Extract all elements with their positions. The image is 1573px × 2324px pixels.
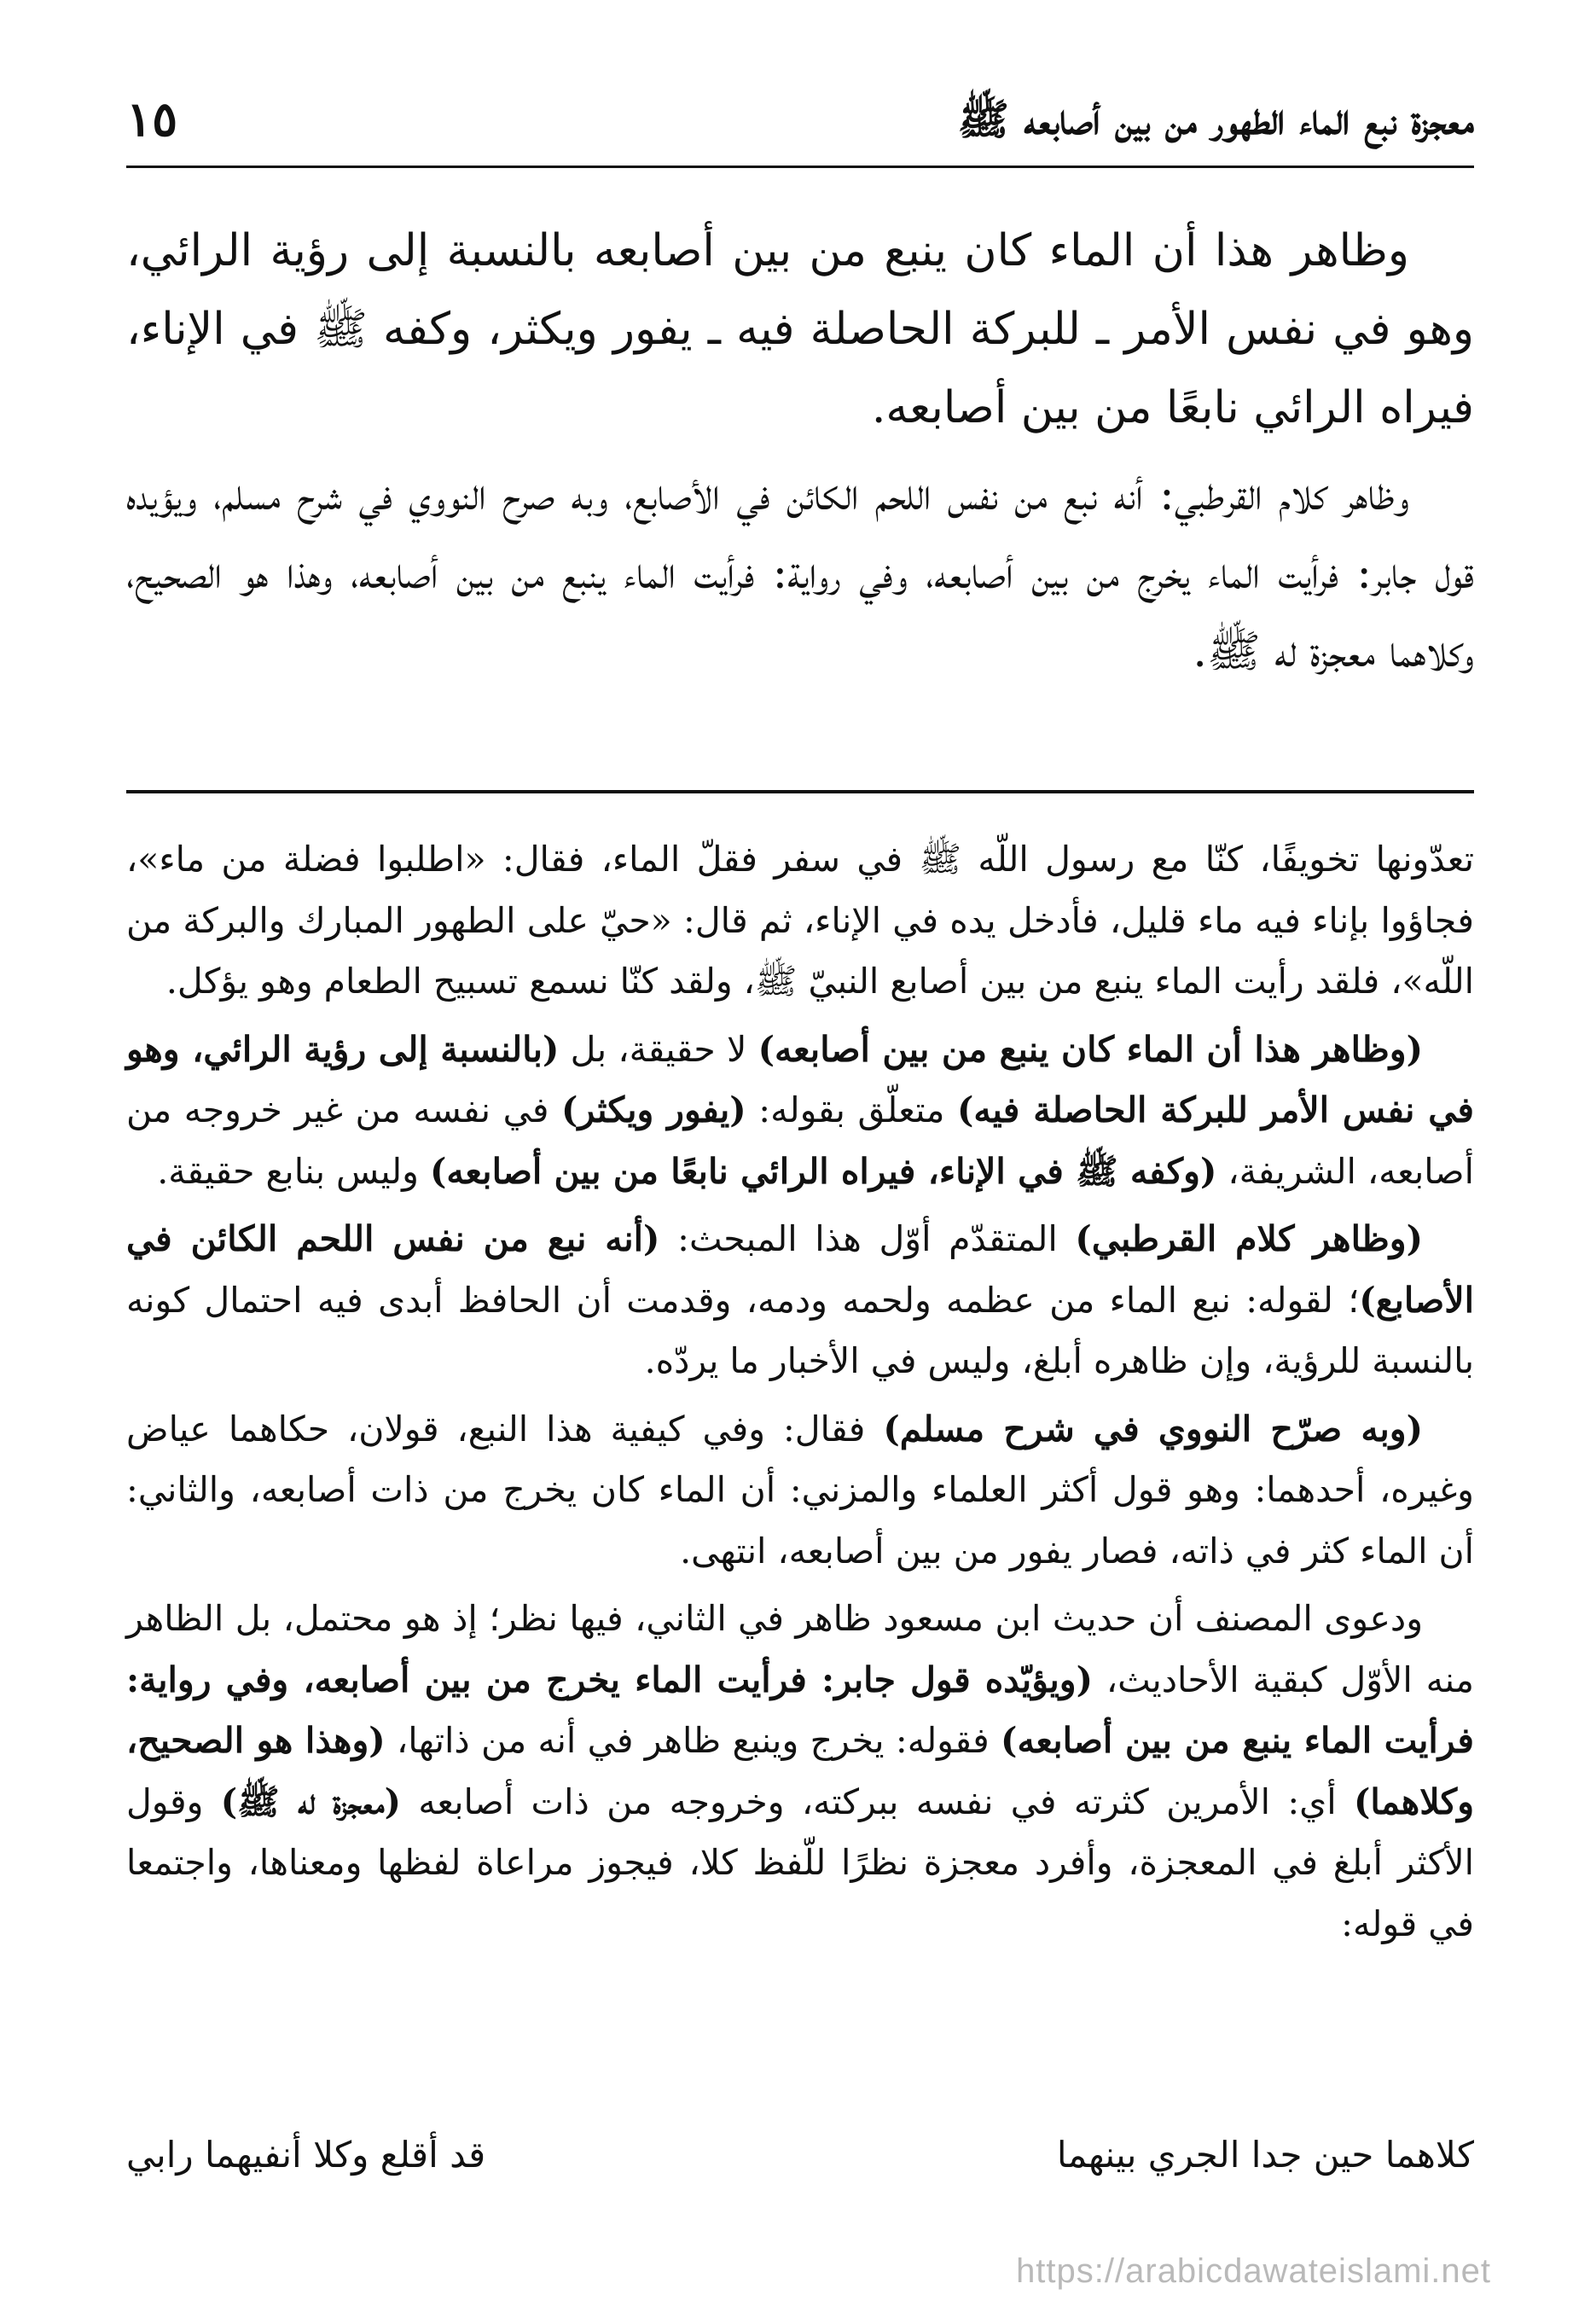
commentary-text: المتقدّم أوّل هذا المبحث:	[659, 1218, 1076, 1259]
commentary-paragraph	[126, 1020, 1474, 1203]
commentary-text: أي: الأمرين كثرته في نفسه ببركته، وخروجه من ذات أصابعه	[401, 1781, 1354, 1822]
commentary-text: فقوله: يخرج وينبع ظاهر في أنه من ذاتها،	[385, 1720, 1001, 1761]
quoted-text: (بالنسبة إلى رؤية الرائي، وهو في نفس الأمر للبركة الحاصلة فيه)	[126, 1028, 1474, 1130]
commentary-text: وليس بنابع حقيقة.	[157, 1150, 430, 1192]
main-text	[126, 212, 1474, 700]
quoted-text: (وكفه ﷺ في الإناء، فيراه الرائي نابعًا من بين أصابعه)	[430, 1150, 1217, 1192]
page-title: معجزة نبع الماء الطهور من بين أصابعه ﷺ	[957, 94, 1474, 144]
poetry-verse	[126, 2121, 1474, 2189]
quoted-text: (ويؤيّده قول جابر: فرأيت الماء يخرج من بين أصابعه، وفي رواية: فرأيت الماء ينبع من بين أصابعه)	[126, 1659, 1474, 1761]
commentary-paragraph	[126, 1399, 1474, 1583]
quoted-text: (وهذا هو الصحيح، وكلاهما)	[126, 1720, 1474, 1822]
running-header	[126, 84, 1474, 155]
commentary-text: لا حقيقة، بل	[559, 1028, 758, 1070]
commentary-paragraph	[126, 1589, 1474, 1955]
watermark-url: https://arabicdawateislami.net	[1016, 2252, 1491, 2290]
quoted-text: (وظاهر هذا أن الماء كان ينبع من بين أصابعه)	[757, 1028, 1423, 1070]
commentary-paragraph	[126, 1209, 1474, 1392]
commentary-text: ودعوى المصنف أن حديث ابن مسعود ظاهر في الثاني، فيها نظر؛ إذ هو محتمل، بل الظاهر منه الأوّل كبقية الأحاديث،	[126, 1598, 1474, 1700]
commentary-text: متعلّق بقوله:	[746, 1089, 958, 1130]
commentary-divider	[126, 790, 1474, 793]
quoted-text: (وبه صرّح النووي في شرح مسلم)	[883, 1408, 1423, 1450]
quoted-text: (وظاهر كلام القرطبي)	[1075, 1218, 1423, 1259]
header-divider	[126, 166, 1474, 168]
commentary-text: وقول الأكثر أبلغ في المعجزة، وأفرد معجزة نظرًا للّفظ كلا، فيجوز مراعاة لفظها ومعناها، واجتمعا في قوله:	[126, 1781, 1474, 1944]
commentary-text: فقال: وفي كيفية هذا النبع، قولان، حكاهما عياض وغيره، أحدهما: وهو قول أكثر العلماء والمزني: أن الماء كان يخرج من ذات أصابعه، والثاني: أن الماء كثر في ذاته، فصار يفور من بين أصابعه، انتهى.	[126, 1408, 1474, 1572]
quoted-text: (أنه نبع من نفس اللحم الكائن في الأصابع)	[126, 1218, 1474, 1321]
main-paragraph: وظاهر كلام القرطبي: أنه نبع من نفس اللحم الكائن في الأصابع، وبه صرح النووي في شرح مسلم، ويؤيده قول جابر: فرأيت الماء يخرج من بين أصابعه، وفي رواية: فرأيت الماء ينبع من بين أصابعه، وهذا هو الصحيح، وكلاهما معجزة له ﷺ.	[126, 469, 1474, 677]
quoted-text: (معجزة له ﷺ)	[220, 1781, 402, 1822]
commentary-text: ؛ لقوله: نبع الماء من عظمه ولحمه ودمه، وقدمت أن الحافظ أبدى فيه احتمال كونه بالنسبة للرؤية، وإن ظاهره أبلغ، وليس في الأخبار ما يردّه.	[126, 1279, 1474, 1381]
page-number: ١٥	[126, 91, 178, 148]
commentary-text: في نفسه من غير خروجه من أصابعه، الشريفة،	[126, 1089, 1474, 1192]
commentary-paragraph: تعدّونها تخويفًا، كنّا مع رسول اللّه ﷺ في سفر فقلّ الماء، فقال: «اطلبوا فضلة من ماء»، فجاؤوا بإناء فيه ماء قليل، فأدخل يده في الإناء، ثم قال: «حيّ على الطهور المبارك والبركة من اللّه»، فلقد رأيت الماء ينبع من بين أصابع النبيّ ﷺ، ولقد كنّا نسمع تسبيح الطعام وهو يؤكل.	[126, 839, 1474, 1002]
commentary	[126, 829, 1474, 1961]
verse-second-hemistich: قد أقلع وكلا أنفيهما رابي	[126, 2134, 486, 2176]
main-paragraph: وظاهر هذا أن الماء كان ينبع من بين أصابعه بالنسبة إلى رؤية الرائي، وهو في نفس الأمر ـ للبركة الحاصلة فيه ـ يفور ويكثر، وكفه ﷺ في الإناء، فيراه الرائي نابعًا من بين أصابعه.	[126, 225, 1474, 433]
quoted-text: (يفور ويكثر)	[561, 1089, 746, 1130]
verse-first-hemistich: كلاهما حين جدا الجري بينهما	[1056, 2134, 1474, 2176]
